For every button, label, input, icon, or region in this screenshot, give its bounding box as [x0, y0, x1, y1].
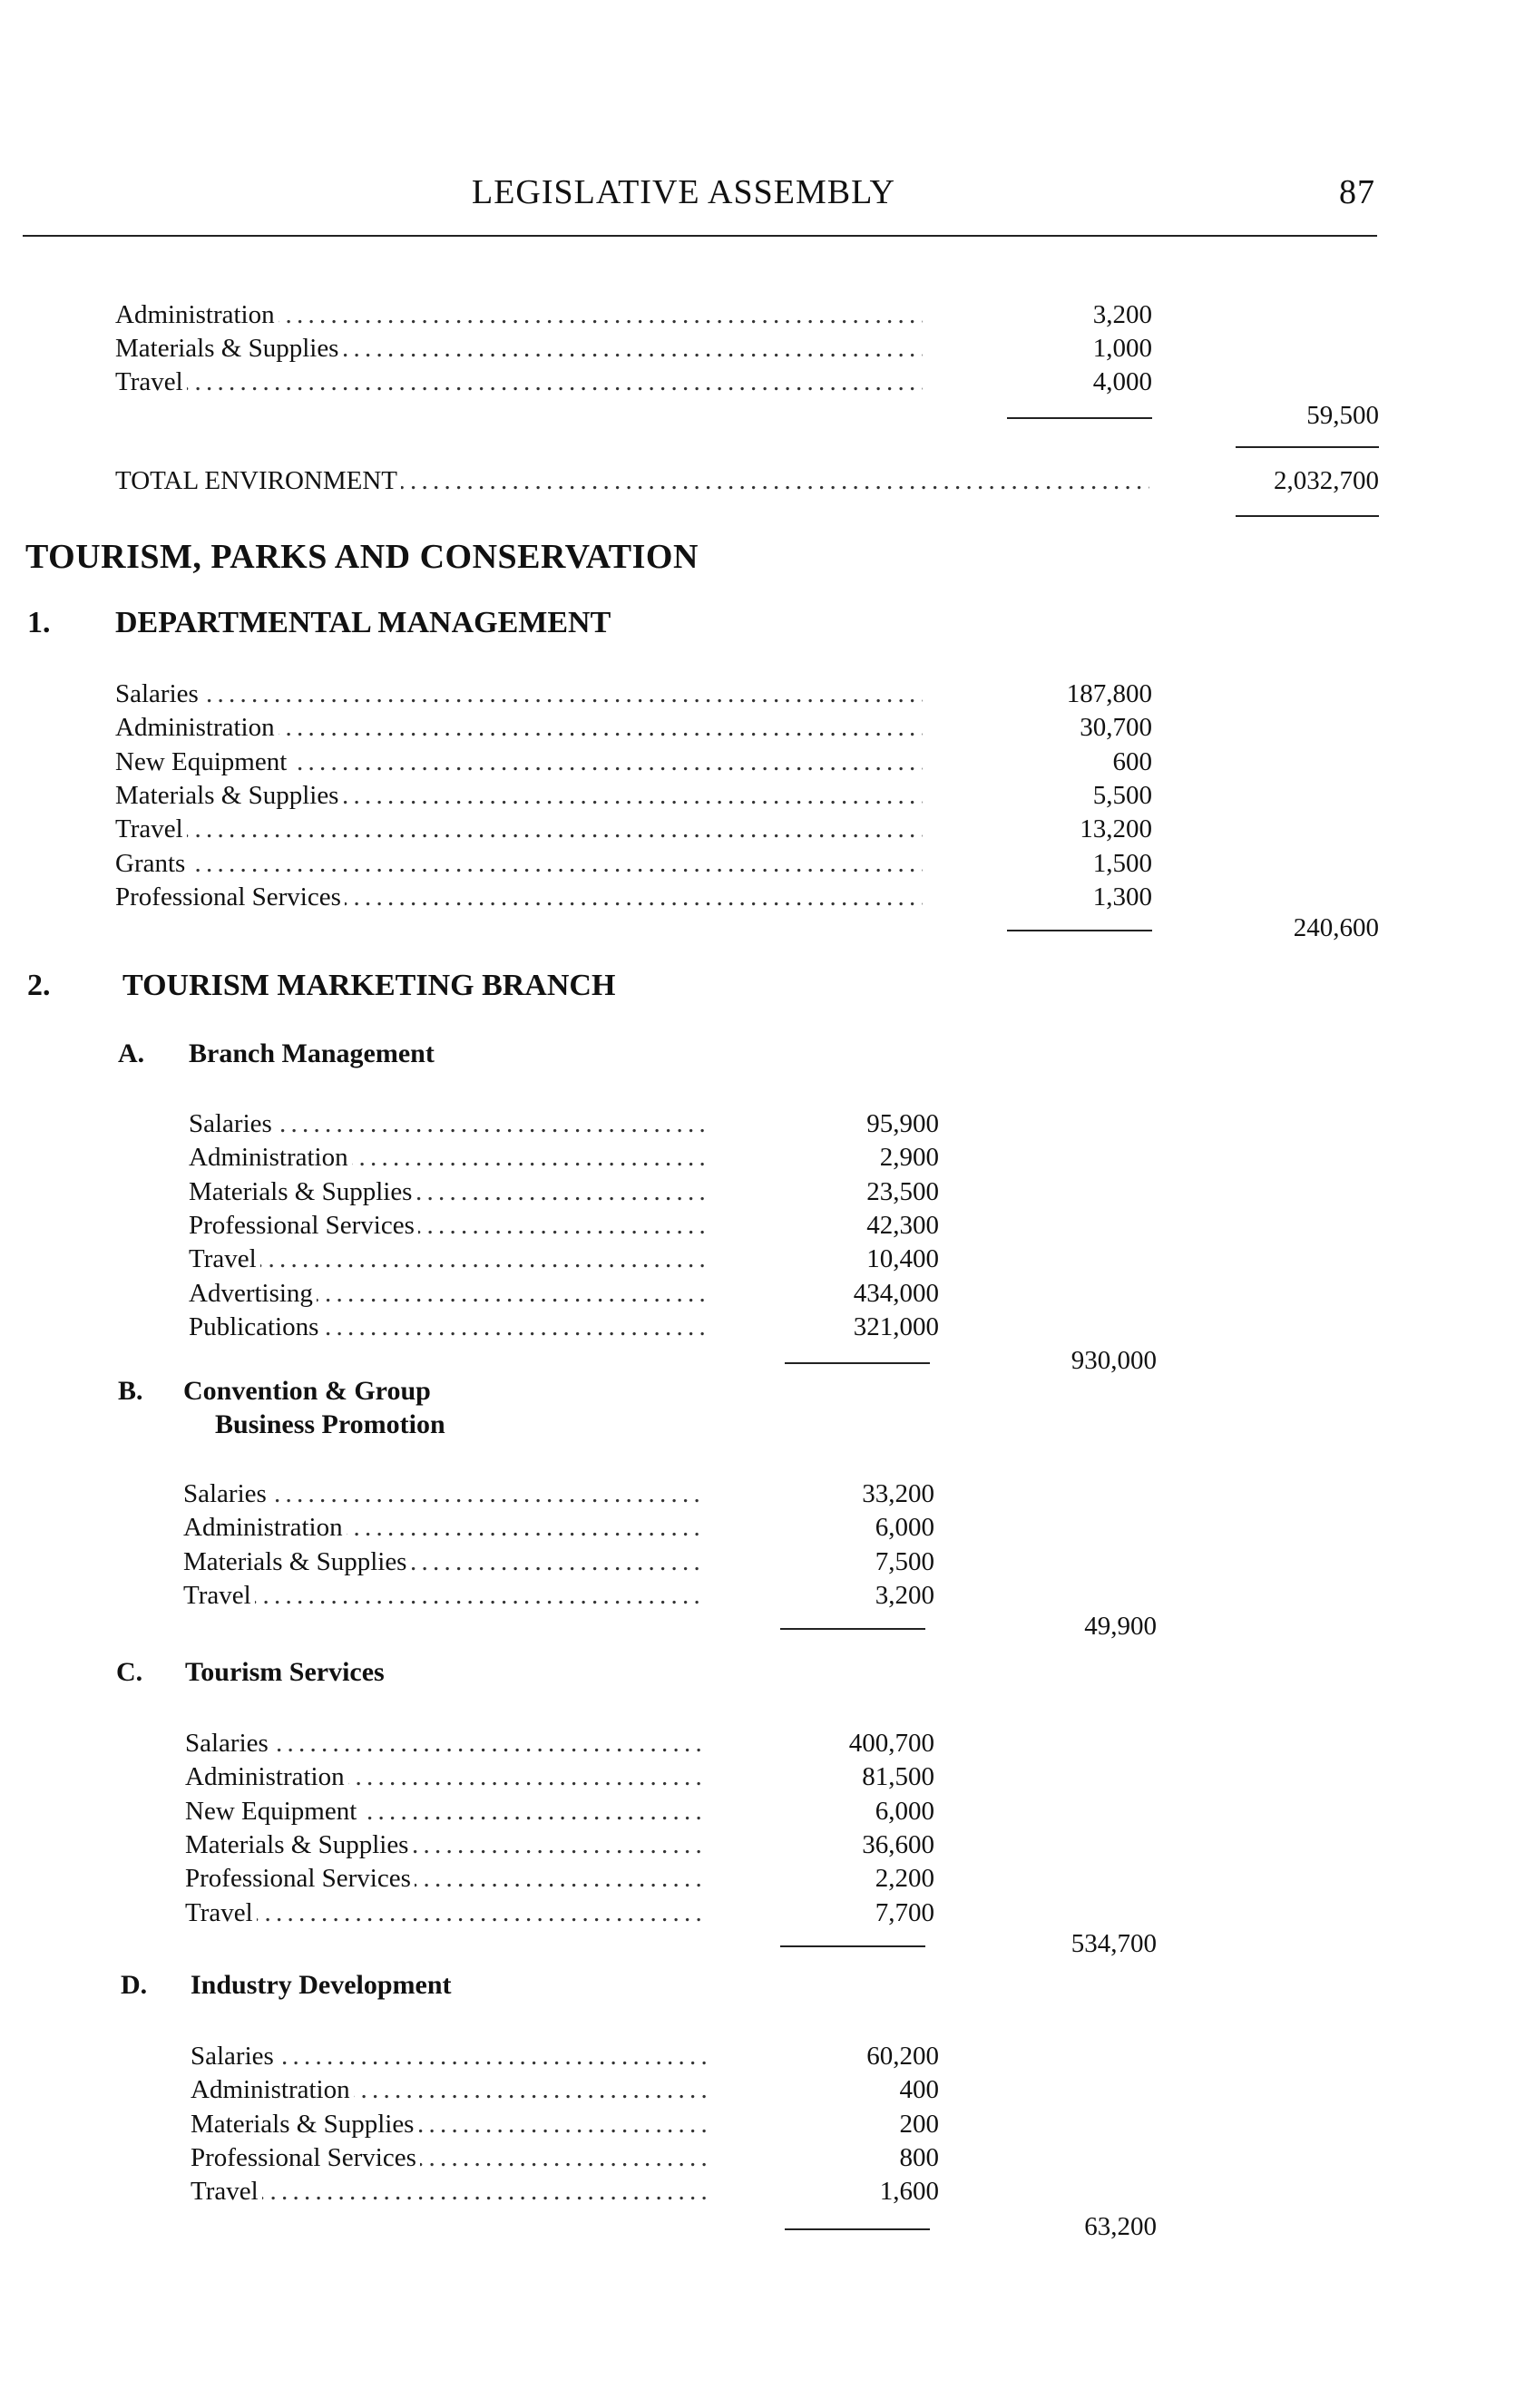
subsection-letter: C. — [116, 1657, 143, 1687]
line-item-amount: 36,600 — [862, 1829, 934, 1859]
line-item-amount: 4,000 — [1092, 367, 1152, 396]
line-item-amount: 7,500 — [875, 1546, 934, 1576]
line-item-amount: 321,000 — [853, 1311, 939, 1341]
line-item-amount: 13,200 — [1080, 814, 1152, 844]
line-item-label: Salaries — [189, 1109, 276, 1138]
line-item-label: Travel — [185, 1898, 257, 1927]
line-item-amount: 600 — [1112, 746, 1152, 776]
subsection-letter: D. — [121, 1970, 148, 2000]
line-item-label: Materials & Supplies — [191, 2110, 417, 2139]
line-item — [185, 1725, 707, 1761]
subtotal-rule — [785, 2228, 930, 2230]
department-title: TOURISM, PARKS AND CONSERVATION — [25, 538, 699, 576]
total-rule-below — [1236, 515, 1379, 517]
line-item — [183, 1577, 705, 1613]
line-item-label: Materials & Supplies — [115, 334, 342, 363]
subsection-title: Industry Development — [191, 1970, 452, 2000]
line-item-label: Professional Services — [185, 1864, 415, 1893]
line-item-amount: 6,000 — [875, 1796, 934, 1826]
line-item-label: Travel — [189, 1244, 260, 1273]
subtotal-rule — [1007, 930, 1152, 931]
line-item — [115, 297, 923, 333]
line-item — [189, 1207, 710, 1243]
line-item-label: Materials & Supplies — [115, 781, 342, 810]
line-item — [185, 1759, 707, 1795]
line-item-label: Administration — [115, 300, 279, 329]
line-item — [183, 1476, 705, 1512]
section-title: TOURISM MARKETING BRANCH — [122, 969, 616, 1002]
line-item-amount: 42,300 — [866, 1210, 939, 1240]
line-item — [191, 2072, 712, 2108]
section-title: DEPARTMENTAL MANAGEMENT — [115, 606, 611, 639]
line-item-amount: 10,400 — [866, 1244, 939, 1274]
header-rule — [23, 235, 1377, 237]
line-item-amount: 1,500 — [1092, 848, 1152, 878]
line-item-label: Travel — [183, 1581, 255, 1610]
page-number: 87 — [1339, 173, 1375, 211]
line-item-amount: 200 — [899, 2109, 939, 2139]
line-item — [115, 811, 923, 847]
line-item-label: Professional Services — [191, 2143, 420, 2172]
line-item — [115, 709, 923, 746]
total-rule-above — [1236, 446, 1379, 448]
line-item-label: Publications — [189, 1312, 322, 1341]
line-item — [189, 1139, 710, 1175]
subtotal-amount: 930,000 — [1070, 1346, 1157, 1375]
line-item — [183, 1509, 705, 1545]
line-item-amount: 33,200 — [862, 1479, 934, 1508]
line-item-amount: 30,700 — [1080, 713, 1152, 743]
line-item-label: Advertising — [189, 1279, 317, 1308]
total-amount: 2,032,700 — [1274, 466, 1379, 495]
line-item-amount: 7,700 — [875, 1897, 934, 1927]
subtotal-rule — [1007, 417, 1152, 419]
line-item-amount: 1,600 — [879, 2177, 939, 2207]
line-item-amount: 434,000 — [853, 1278, 939, 1308]
line-item-label: Administration — [183, 1513, 347, 1542]
line-item — [189, 1275, 710, 1311]
line-item-amount: 400,700 — [848, 1729, 934, 1758]
subtotal-amount: 59,500 — [1306, 401, 1379, 430]
subtotal-amount: 49,900 — [1084, 1612, 1157, 1641]
line-item — [115, 879, 923, 915]
page-header-title: LEGISLATIVE ASSEMBLY — [472, 173, 895, 211]
line-item — [191, 2106, 712, 2142]
subsection-letter: A. — [118, 1038, 145, 1068]
line-item — [185, 1793, 707, 1829]
subsection-title-line2: Business Promotion — [215, 1409, 445, 1439]
line-item — [185, 1827, 707, 1863]
line-item — [185, 1860, 707, 1896]
line-item-amount: 2,200 — [875, 1864, 934, 1894]
line-item-label: Salaries — [115, 679, 202, 708]
line-item-label: Materials & Supplies — [185, 1830, 412, 1859]
line-item-label: Professional Services — [189, 1211, 418, 1240]
line-item-amount: 5,500 — [1092, 780, 1152, 810]
line-item-label: New Equipment — [185, 1797, 360, 1826]
line-item — [115, 845, 923, 882]
line-item-label: Salaries — [185, 1729, 272, 1758]
line-item — [191, 2173, 712, 2209]
line-item-label: Administration — [115, 713, 279, 742]
line-item-amount: 3,200 — [875, 1580, 934, 1610]
line-item-amount: 95,900 — [866, 1109, 939, 1138]
total-line — [115, 463, 1149, 499]
line-item-amount: 6,000 — [875, 1513, 934, 1543]
line-item — [115, 364, 923, 400]
line-item-amount: 1,000 — [1092, 334, 1152, 363]
line-item — [115, 777, 923, 814]
line-item-amount: 800 — [899, 2142, 939, 2172]
subsection-letter: B. — [118, 1376, 143, 1406]
line-item — [189, 1106, 710, 1142]
subtotal-rule — [780, 1628, 925, 1630]
subsection-title: Branch Management — [189, 1038, 435, 1068]
subsection-title: Tourism Services — [185, 1657, 385, 1687]
line-item-label: New Equipment — [115, 747, 290, 776]
subtotal-rule — [785, 1362, 930, 1364]
line-item-amount: 2,900 — [879, 1143, 939, 1173]
line-item-amount: 81,500 — [862, 1762, 934, 1792]
line-item — [185, 1895, 707, 1931]
subtotal-amount: 63,200 — [1084, 2212, 1157, 2241]
line-item-label: Administration — [191, 2075, 354, 2104]
section-number: 2. — [27, 969, 51, 1002]
line-item-label: Administration — [185, 1762, 348, 1791]
section-number: 1. — [27, 606, 51, 639]
subtotal-rule — [780, 1945, 925, 1947]
line-item — [191, 2140, 712, 2176]
subtotal-amount: 240,600 — [1293, 913, 1379, 942]
line-item-label: Salaries — [191, 2042, 278, 2071]
line-item-label: Grants — [115, 849, 189, 878]
line-item-amount: 60,200 — [866, 2042, 939, 2071]
line-item-label: Materials & Supplies — [189, 1177, 415, 1206]
line-item-amount: 3,200 — [1092, 300, 1152, 329]
line-item — [183, 1544, 705, 1580]
line-item-amount: 400 — [899, 2075, 939, 2105]
line-item — [191, 2038, 712, 2074]
line-item-label: Travel — [115, 814, 187, 843]
line-item-label: Materials & Supplies — [183, 1547, 410, 1576]
line-item-amount: 1,300 — [1092, 882, 1152, 912]
line-item-label: Salaries — [183, 1479, 270, 1508]
line-item — [189, 1241, 710, 1277]
line-item — [115, 330, 923, 366]
line-item — [189, 1309, 710, 1345]
subtotal-amount: 534,700 — [1070, 1929, 1157, 1958]
total-label: TOTAL ENVIRONMENT — [115, 466, 401, 495]
line-item — [189, 1174, 710, 1210]
line-item-label: Administration — [189, 1143, 352, 1172]
line-item — [115, 744, 923, 780]
line-item-label: Travel — [191, 2177, 262, 2206]
line-item-label: Travel — [115, 367, 187, 396]
subsection-title: Convention & Group — [183, 1376, 431, 1406]
line-item-amount: 23,500 — [866, 1176, 939, 1206]
line-item-label: Professional Services — [115, 882, 345, 912]
line-item-amount: 187,800 — [1066, 679, 1152, 708]
line-item — [115, 676, 923, 712]
